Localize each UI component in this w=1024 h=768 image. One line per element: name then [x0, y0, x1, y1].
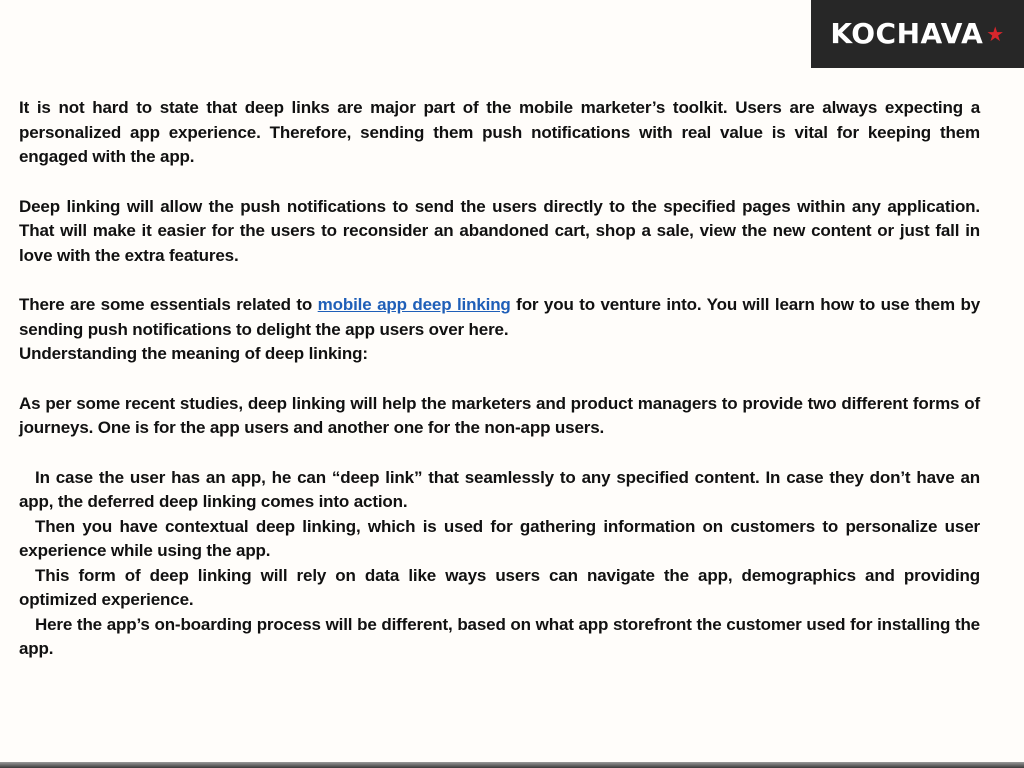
article-body — [19, 96, 980, 662]
section-heading: Understanding the meaning of deep linking: — [19, 344, 368, 363]
bottom-divider — [0, 762, 1024, 768]
paragraph-1: It is not hard to state that deep links are major part of the mobile marketer’s toolkit. Users are always expecting a personalized app experience. Therefore, sending them push notifications with real value is vital for keeping them engaged with the app. — [19, 98, 980, 166]
list-item: This form of deep linking will rely on data like ways users can navigate the app, demographics and providing optimized experience. — [19, 565, 980, 609]
mobile-app-deep-linking-link[interactable]: mobile app deep linking — [317, 295, 511, 314]
logo-text: KOCHAVA — [830, 17, 984, 50]
paragraph-3-text-start: There are some essentials related to — [19, 295, 318, 314]
paragraph-3-text-end: for you to venture into. You will learn how to use them by sending push notifications to delight the app users over here. — [19, 295, 980, 339]
kochava-logo — [811, 0, 1024, 68]
paragraph-2: Deep linking will allow the push notifications to send the users directly to the specified pages within any application. That will make it easier for the users to reconsider an abandoned cart, shop a sale, view the new content or just fall in love with the extra features. — [19, 196, 980, 265]
logo-wordmark — [830, 17, 1005, 50]
list-item: Here the app’s on-boarding process will be different, based on what app storefront the customer used for installing the app. — [19, 614, 980, 658]
paragraph-3 — [19, 293, 980, 342]
list-item: Then you have contextual deep linking, which is used for gathering information on customers to personalize user experience while using the app. — [19, 516, 980, 560]
paragraph-4: As per some recent studies, deep linking will help the marketers and product managers to provide two different forms of journeys. One is for the app users and another one for the non-app users. — [19, 393, 980, 437]
list-item: In case the user has an app, he can “deep link” that seamlessly to any specified content. In case they don’t have an app, the deferred deep linking comes into action. — [19, 467, 980, 511]
star-icon: ★ — [986, 22, 1005, 46]
